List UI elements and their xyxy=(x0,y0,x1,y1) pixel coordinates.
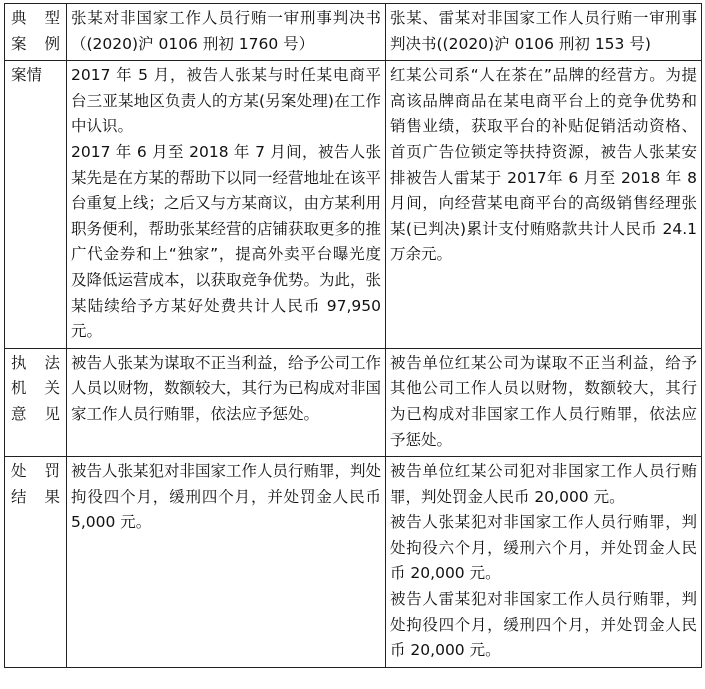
case2-opinion: 被告单位红某公司为谋取不正当利益，给予其他公司工作人员以财物，数额较大，其行为已构成对非国家工作人员行贿罪，依法应予惩处。 xyxy=(386,348,702,456)
case2-facts xyxy=(386,61,702,349)
header-row xyxy=(5,4,702,61)
opinion-label: 执 法 机 关 意见 xyxy=(5,348,67,456)
penalty-row xyxy=(5,457,702,668)
penalty-label: 处 罚 结果 xyxy=(5,457,67,668)
case1-opinion: 被告人张某为谋取不正当利益，给予公司工作人员以财物，数额较大，其行为已构成对非国家工作人员行贿罪，依法应予惩处。 xyxy=(67,348,386,456)
facts-row xyxy=(5,61,702,349)
case1-penalty xyxy=(67,457,386,668)
facts-label: 案情 xyxy=(5,61,67,349)
typical-case-label: 典 型 案例 xyxy=(5,4,67,61)
case1-facts xyxy=(67,61,386,349)
case1-facts-paragraph: 2017 年 6 月至 2018 年 7 月间，被告人张某先是在方某的帮助下以同一经营地址在该平台重复上线；之后又与方某商议，由方某利用职务便利，帮助张某经营的店铺获取更多的推广代金券和上“独家”，提高外卖平台曝光度及降低运营成本，以获取竞争优势。为此，张某陆续给予方某好处费共计人民币 97,950元。 xyxy=(71,142,382,341)
case2-penalty-paragraph: 被告人张某犯对非国家工作人员行贿罪，判处拘役六个月，缓刑六个月，并处罚金人民币 20,000 元。 xyxy=(390,513,697,583)
case1-title: 张某对非国家工作人员行贿一审刑事判决书（(2020)沪 0106 刑初 1760 号） xyxy=(67,4,386,61)
case2-title: 张某、雷某对非国家工作人员行贿一审刑事判决书((2020)沪 0106 刑初 153 号) xyxy=(386,4,702,61)
case2-facts-paragraph: 红某公司系“人在茶在”品牌的经营方。为提高该品牌商品在某电商平台上的竞争优势和销售业绩，获取平台的补贴促销活动资格、首页广告位锁定等扶持资源，被告人张某安排被告人雷某于 2017年 6 月至 2018 年 8 月间，向经营某电商平台的高级销售经理张某(已判决)累计支付贿赂款共计人民币 24.1 万余元。 xyxy=(390,66,697,264)
case2-penalty xyxy=(386,457,702,668)
case1-penalty-paragraph: 被告人张某犯对非国家工作人员行贿罪，判处拘役四个月，缓刑四个月，并处罚金人民币 5,000 元。 xyxy=(71,462,382,532)
case-comparison-table xyxy=(4,3,702,668)
case2-penalty-paragraph: 被告人雷某犯对非国家工作人员行贿罪，判处拘役四个月，缓刑四个月，并处罚金人民币 20,000 元。 xyxy=(390,590,697,660)
case2-penalty-paragraph: 被告单位红某公司犯对非国家工作人员行贿罪，判处罚金人民币 20,000 元。 xyxy=(390,462,697,506)
case1-facts-paragraph: 2017 年 5 月，被告人张某与时任某电商平台三亚某地区负责人的方某(另案处理)在工作中认识。 xyxy=(71,66,381,136)
opinion-row xyxy=(5,348,702,456)
